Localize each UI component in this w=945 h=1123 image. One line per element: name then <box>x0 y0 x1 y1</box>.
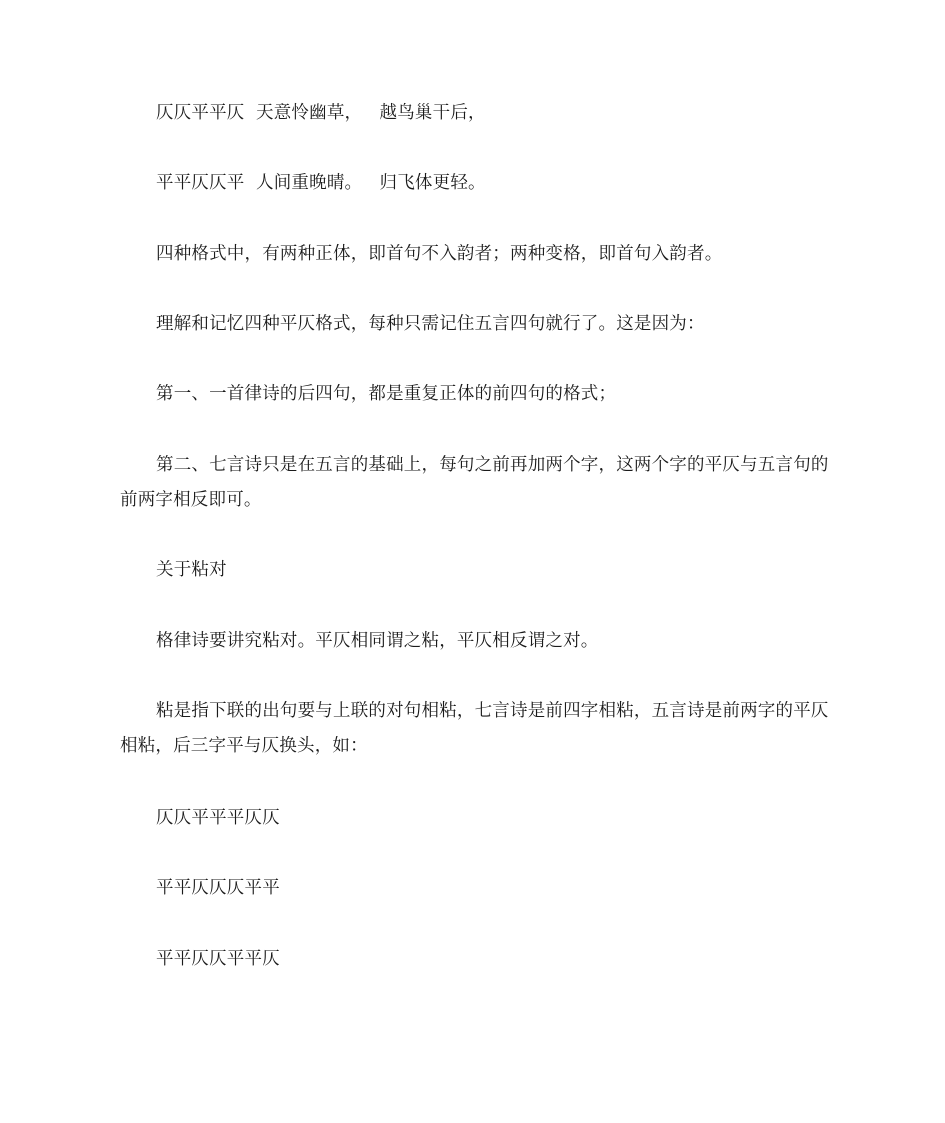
section-heading-nian-dui: 关于粘对 <box>156 560 227 580</box>
paragraph-first-point: 第一、一首律诗的后四句，都是重复正体的前四句的格式； <box>156 384 617 404</box>
tone-pattern-line-3: 平平仄仄平平仄 <box>156 949 280 969</box>
paragraph-four-formats: 四种格式中，有两种正体，即首句不入韵者；两种变格，即首句入韵者。 <box>156 244 723 264</box>
paragraph-nian-explanation: 粘是指下联的出句要与上联的对句相粘，七言诗是前四字相粘，五言诗是前两字的平仄相粘，后三字平与仄换头，如： <box>120 701 829 756</box>
tone-pattern-line-2: 平平仄仄仄平平 <box>156 878 280 898</box>
paragraph-second-point: 第二、七言诗只是在五言的基础上，每句之前再加两个字，这两个字的平仄与五言句的前两字相反即可。 <box>120 455 829 510</box>
paragraph-memorize-reason: 理解和记忆四种平仄格式，每种只需记住五言四句就行了。这是因为： <box>156 314 705 334</box>
paragraph-pattern-line-1: 仄仄平平仄 天意怜幽草， 越鸟巢干后， <box>156 103 486 123</box>
paragraph-pattern-line-2: 平平仄仄平 人间重晚晴。 归飞体更轻。 <box>156 173 486 193</box>
paragraph-nian-dui-definition: 格律诗要讲究粘对。平仄相同谓之粘，平仄相反谓之对。 <box>156 631 599 651</box>
tone-pattern-line-1: 仄仄平平平仄仄 <box>156 808 280 828</box>
